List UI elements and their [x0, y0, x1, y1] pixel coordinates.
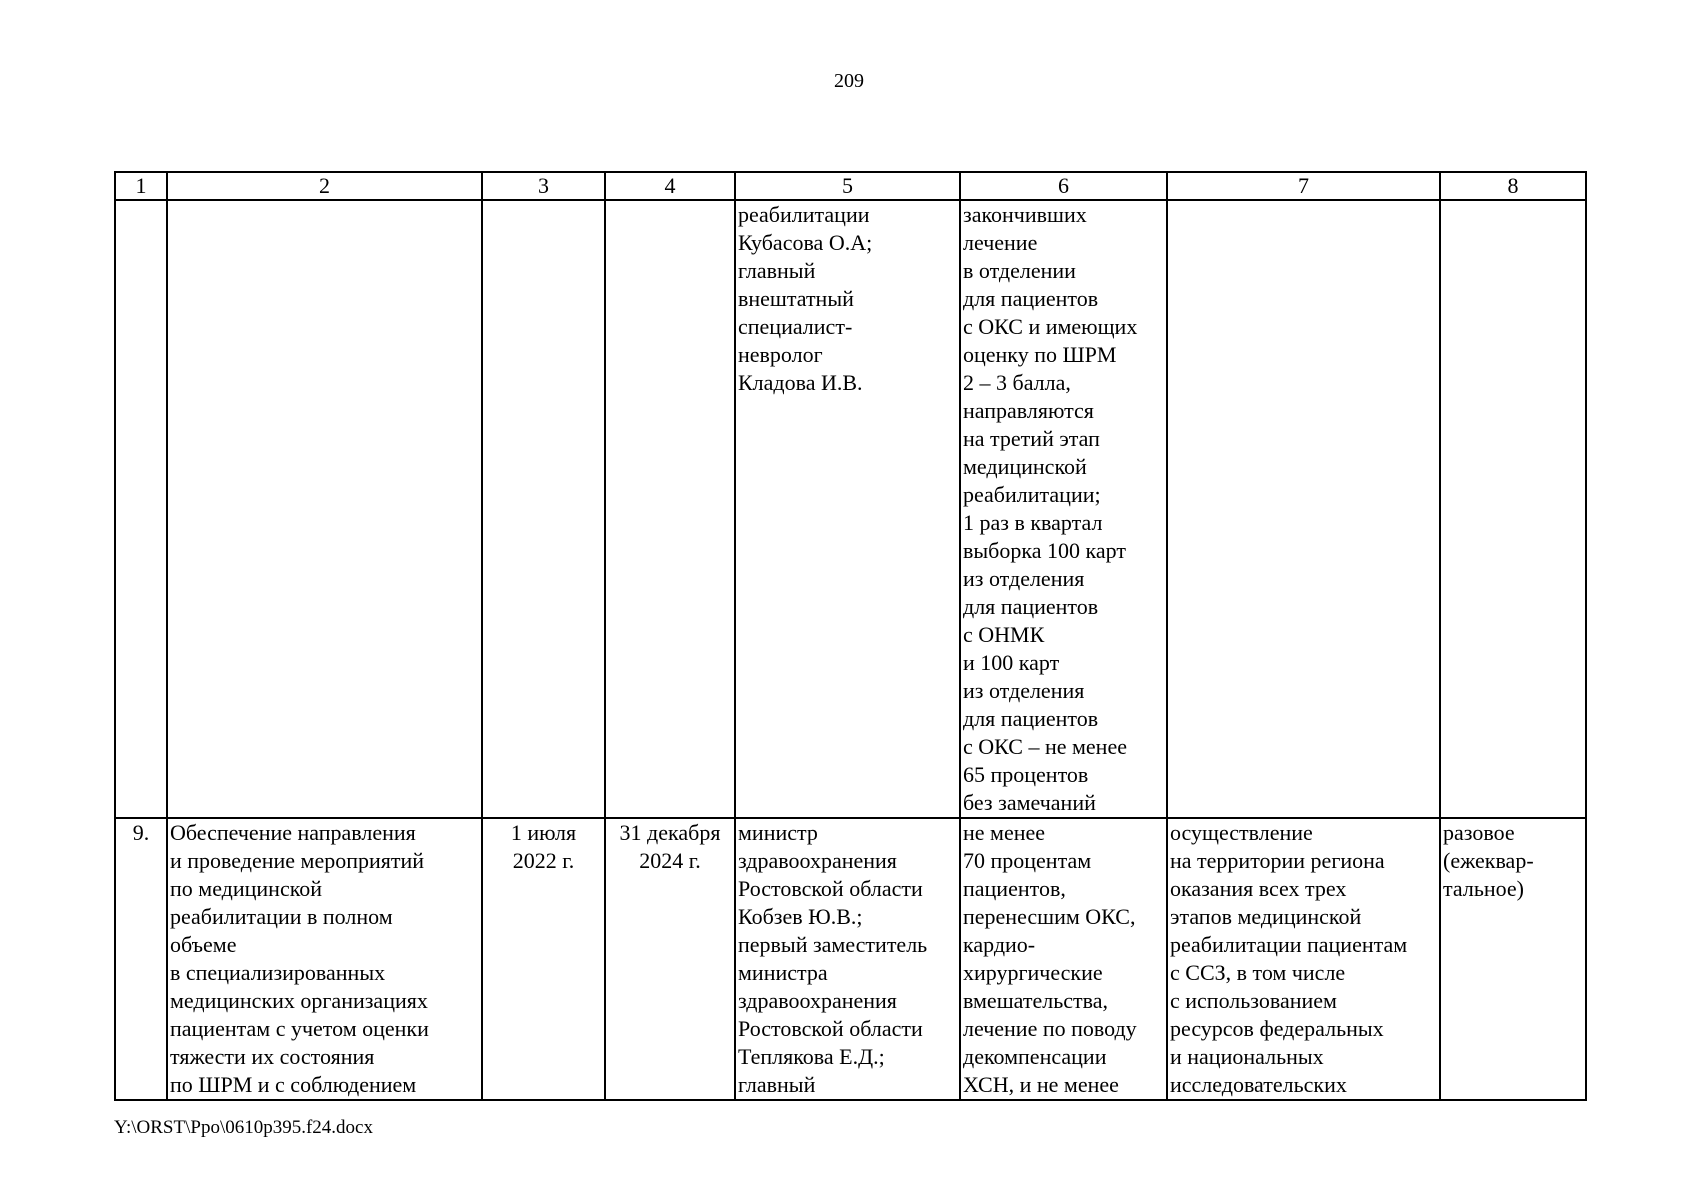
- cell-responsible: [735, 818, 960, 1100]
- indicator-text: закончивших лечение в отделении для пациентов с ОКС и имеющих оценку по ШРМ 2 – 3 балла, направляются на третий этап медицинской реабилитации; 1 раз в квартал выборка 100 карт из отделения для пациентов с ОНМК и 100 карт из отделения для пациентов с ОКС – не менее 65 процентов без замечаний: [963, 202, 1138, 815]
- header-col-6: 6: [960, 172, 1167, 200]
- responsible-text: реабилитации Кубасова О.А; главный внештатный специалист- невролог Кладова И.В.: [738, 202, 873, 395]
- end-date: 31 декабря 2024 г.: [619, 820, 721, 873]
- periodicity-text: разовое (ежеквар- тальное): [1443, 820, 1534, 901]
- row-number: 9.: [132, 820, 150, 845]
- page-number: 209: [834, 70, 864, 92]
- header-col-3: 3: [482, 172, 605, 200]
- cell-number: [115, 200, 167, 818]
- measures-table: [114, 171, 1587, 1101]
- cell-measure: [167, 818, 482, 1100]
- start-date: 1 июля 2022 г.: [510, 820, 577, 873]
- result-text: осуществление на территории региона оказания всех трех этапов медицинской реабилитации пациентам с ССЗ, в том числе с использованием ресурсов федеральных и национальных исследовательских: [1170, 820, 1408, 1097]
- cell-result: [1167, 200, 1440, 818]
- table-row-9: [115, 818, 1586, 1100]
- cell-start-date: [482, 818, 605, 1100]
- table-row-continuation: [115, 200, 1586, 818]
- cell-indicator: [960, 818, 1167, 1100]
- indicator-text: не менее 70 процентам пациентов, перенесшим ОКС, кардио- хирургические вмешательства, лечение по поводу декомпенсации ХСН, и не менее: [963, 820, 1137, 1097]
- cell-result: [1167, 818, 1440, 1100]
- cell-periodicity: [1440, 200, 1586, 818]
- cell-number: [115, 818, 167, 1100]
- header-col-4: 4: [605, 172, 735, 200]
- header-col-7: 7: [1167, 172, 1440, 200]
- responsible-text: министр здравоохранения Ростовской области Кобзев Ю.В.; первый заместитель министра здравоохранения Ростовской области Теплякова Е.Д.; главный: [738, 820, 928, 1097]
- cell-indicator: [960, 200, 1167, 818]
- cell-measure: [167, 200, 482, 818]
- header-row: [115, 172, 1586, 200]
- measure-text: Обеспечение направления и проведение мероприятий по медицинской реабилитации в полном объеме в специализированных медицинских организациях пациентам с учетом оценки тяжести их состояния по ШРМ и с соблюдением: [170, 820, 429, 1097]
- header-col-2: 2: [167, 172, 482, 200]
- cell-end-date: [605, 818, 735, 1100]
- cell-responsible: [735, 200, 960, 818]
- footer-file-path: Y:\ORST\Ppo\0610p395.f24.docx: [114, 1117, 373, 1138]
- cell-end-date: [605, 200, 735, 818]
- cell-start-date: [482, 200, 605, 818]
- header-col-8: 8: [1440, 172, 1586, 200]
- header-col-1: 1: [115, 172, 167, 200]
- cell-periodicity: [1440, 818, 1586, 1100]
- header-col-5: 5: [735, 172, 960, 200]
